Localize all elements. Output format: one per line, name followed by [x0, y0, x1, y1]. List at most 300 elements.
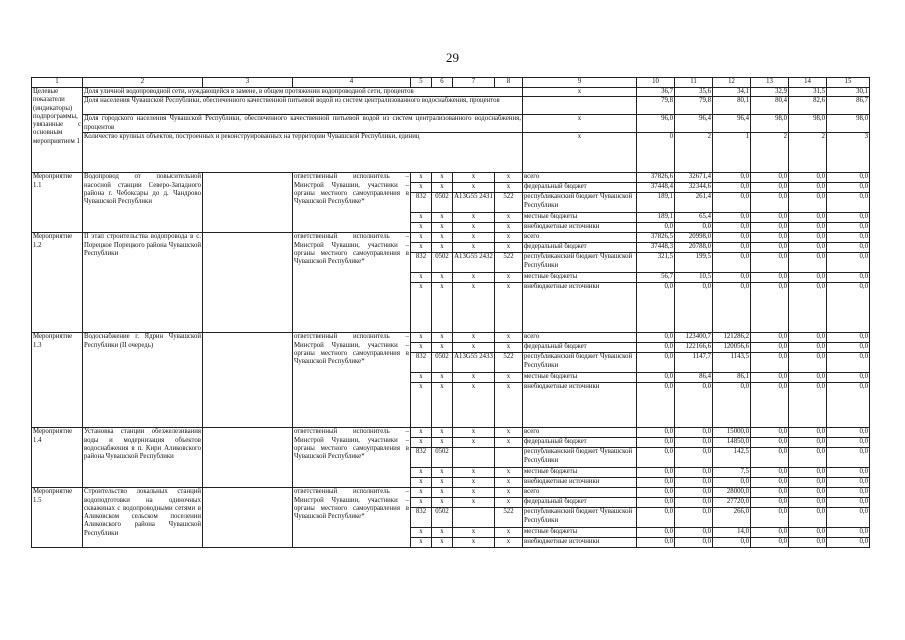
funding-value: 65,4	[675, 213, 713, 223]
funding-value: 0,0	[675, 498, 713, 508]
section-code: x	[432, 343, 453, 353]
funding-value: 0,0	[751, 383, 789, 428]
funding-value: 0,0	[789, 508, 827, 528]
grbs-code: x	[411, 383, 432, 428]
expense-type-code: x	[495, 223, 523, 233]
funding-source: внебюджетные источники	[523, 478, 637, 488]
funding-value: 0,0	[751, 193, 789, 213]
funding-value: 0,0	[751, 253, 789, 273]
expense-type-code: x	[495, 438, 523, 448]
funding-value: 0,0	[637, 223, 675, 233]
section-code: x	[432, 333, 453, 343]
expense-type-code: 522	[495, 253, 523, 273]
column-number: 10	[637, 78, 675, 88]
expense-type-code: x	[495, 183, 523, 193]
funding-value: 27720,0	[713, 498, 751, 508]
funding-value: 0,0	[713, 223, 751, 233]
target-article-code: x	[453, 478, 495, 488]
funding-value: 0,0	[637, 478, 675, 488]
funding-value: 37448,4	[637, 183, 675, 193]
target-article-code	[453, 508, 495, 528]
funding-value: 0,0	[789, 223, 827, 233]
funding-value: 0,0	[751, 468, 789, 478]
column-number: 2	[83, 78, 203, 88]
indicator-value: 79,8	[675, 97, 713, 115]
funding-value: 266,0	[713, 508, 751, 528]
funding-value: 0,0	[827, 478, 870, 488]
funding-value: 0,0	[713, 273, 751, 283]
grbs-code: x	[411, 538, 432, 548]
funding-value: 1147,7	[675, 353, 713, 373]
measure-name: Водопровод от повысительной насосной станции Северо-Западного района г. Чебоксары до д. Чандрово Чувашской Республики	[83, 173, 203, 233]
target-article-code: x	[453, 468, 495, 478]
indicator-value: 2	[789, 133, 827, 173]
funding-value: 0,0	[637, 528, 675, 538]
indicator-row	[32, 97, 870, 115]
funding-value: 0,0	[827, 223, 870, 233]
indicator-value: 96,0	[637, 115, 675, 133]
grbs-code: x	[411, 373, 432, 383]
expense-type-code: x	[495, 383, 523, 428]
funding-value: 0,0	[751, 438, 789, 448]
expense-type-code: x	[495, 243, 523, 253]
funding-value: 0,0	[789, 478, 827, 488]
funding-value: 0,0	[675, 478, 713, 488]
indicator-value: 80,1	[713, 97, 751, 115]
section-code: x	[432, 283, 453, 333]
funding-value: 0,0	[637, 343, 675, 353]
indicator-row	[32, 115, 870, 133]
funding-source: внебюджетные источники	[523, 223, 637, 233]
funding-value: 0,0	[827, 183, 870, 193]
funding-value: 0,0	[713, 383, 751, 428]
target-article-code: x	[453, 383, 495, 428]
funding-value: 20788,0	[675, 243, 713, 253]
section-code: x	[432, 478, 453, 488]
page-number: 29	[446, 50, 459, 65]
funding-value: 0,0	[675, 383, 713, 428]
expense-type-code: x	[495, 343, 523, 353]
funding-value: 0,0	[827, 528, 870, 538]
funding-value: 0,0	[751, 498, 789, 508]
section-code: x	[432, 183, 453, 193]
measure-empty	[203, 333, 293, 428]
funding-value: 0,0	[789, 233, 827, 243]
funding-source: федеральный бюджет	[523, 438, 637, 448]
funding-value: 0,0	[827, 233, 870, 243]
funding-value: 0,0	[789, 183, 827, 193]
section-code: x	[432, 273, 453, 283]
funding-value: 199,5	[675, 253, 713, 273]
funding-value: 0,0	[637, 488, 675, 498]
funding-value: 120056,6	[713, 343, 751, 353]
column-number: 1	[32, 78, 83, 88]
target-article-code: x	[453, 173, 495, 183]
indicators-label: Целевые показатели (индикаторы) подпрограммы, увязанные с основным мероприятием 1	[32, 88, 83, 173]
expense-type-code: 522	[495, 353, 523, 373]
funding-value: 0,0	[827, 448, 870, 468]
indicator-name: Доля уличной водопроводной сети, нуждающейся в замене, в общем протяжении водопроводной сети, процентов	[83, 88, 523, 97]
funding-value: 1143,5	[713, 353, 751, 373]
indicator-value: 79,8	[637, 97, 675, 115]
funding-value: 0,0	[675, 223, 713, 233]
funding-value: 142,5	[713, 448, 751, 468]
funding-value: 32344,6	[675, 183, 713, 193]
funding-value: 0,0	[713, 173, 751, 183]
funding-value: 0,0	[751, 448, 789, 468]
funding-value: 0,0	[675, 438, 713, 448]
measure-empty	[203, 488, 293, 548]
measure-executor: ответственный исполнитель – Минстрой Чувашии, участники – органы местного самоуправления в Чувашской Республике*	[293, 233, 411, 333]
target-article-code: x	[453, 428, 495, 438]
funding-value: 32671,4	[675, 173, 713, 183]
grbs-code: x	[411, 273, 432, 283]
grbs-code: 832	[411, 448, 432, 468]
measure-label: Мероприятие 1.1	[32, 173, 83, 233]
funding-value: 123400,7	[675, 333, 713, 343]
indicator-source	[523, 97, 637, 115]
indicator-value: 2	[675, 133, 713, 173]
expense-type-code: x	[495, 498, 523, 508]
funding-value: 0,0	[675, 428, 713, 438]
funding-value: 0,0	[789, 528, 827, 538]
funding-source: местные бюджеты	[523, 528, 637, 538]
measure-label: Мероприятие 1.3	[32, 333, 83, 428]
indicator-value: 36,7	[637, 88, 675, 97]
funding-value: 0,0	[751, 173, 789, 183]
indicator-value: 32,9	[751, 88, 789, 97]
funding-value: 0,0	[751, 273, 789, 283]
indicator-value: 30,1	[827, 88, 870, 97]
target-article-code: A13G55 2433	[453, 353, 495, 373]
funding-source: внебюджетные источники	[523, 283, 637, 333]
funding-value: 0,0	[751, 528, 789, 538]
section-code: x	[432, 428, 453, 438]
expense-type-code: x	[495, 283, 523, 333]
grbs-code: x	[411, 468, 432, 478]
column-number: 13	[751, 78, 789, 88]
funding-source: всего	[523, 333, 637, 343]
funding-value: 0,0	[827, 353, 870, 373]
expense-type-code: x	[495, 468, 523, 478]
target-article-code: x	[453, 273, 495, 283]
funding-value: 7,5	[713, 468, 751, 478]
grbs-code: x	[411, 223, 432, 233]
funding-value: 0,0	[713, 193, 751, 213]
funding-value: 0,0	[789, 438, 827, 448]
funding-value: 0,0	[827, 173, 870, 183]
measure-executor: ответственный исполнитель – Минстрой Чувашии, участники – органы местного самоуправления в Чувашской Республике*	[293, 488, 411, 548]
expense-type-code: x	[495, 538, 523, 548]
target-article-code: x	[453, 233, 495, 243]
funding-value: 0,0	[827, 508, 870, 528]
grbs-code: x	[411, 213, 432, 223]
funding-value: 0,0	[789, 428, 827, 438]
funding-value: 0,0	[675, 528, 713, 538]
funding-value: 0,0	[789, 283, 827, 333]
section-code: x	[432, 383, 453, 428]
grbs-code: x	[411, 183, 432, 193]
funding-value: 10,5	[675, 273, 713, 283]
grbs-code: 832	[411, 353, 432, 373]
funding-value: 0,0	[789, 273, 827, 283]
section-code: x	[432, 538, 453, 548]
funding-value: 0,0	[827, 488, 870, 498]
funding-row	[32, 488, 870, 498]
funding-row	[32, 333, 870, 343]
funding-value: 0,0	[713, 243, 751, 253]
funding-value: 189,1	[637, 193, 675, 213]
section-code: 0502	[432, 353, 453, 373]
target-article-code: x	[453, 343, 495, 353]
indicator-value: 96,4	[713, 115, 751, 133]
funding-value: 0,0	[637, 333, 675, 343]
section-code: x	[432, 173, 453, 183]
indicator-value: 86,7	[827, 97, 870, 115]
target-article-code: x	[453, 498, 495, 508]
indicator-value: 2	[751, 133, 789, 173]
funding-row	[32, 233, 870, 243]
funding-source: республиканский бюджет Чувашской Республики	[523, 253, 637, 273]
funding-value: 0,0	[637, 468, 675, 478]
funding-value: 0,0	[751, 508, 789, 528]
section-code: x	[432, 498, 453, 508]
measure-empty	[203, 428, 293, 488]
indicator-value: 82,6	[789, 97, 827, 115]
expense-type-code: x	[495, 173, 523, 183]
section-code: 0502	[432, 253, 453, 273]
target-article-code: x	[453, 538, 495, 548]
section-code: 0502	[432, 508, 453, 528]
funding-value: 56,7	[637, 273, 675, 283]
funding-value: 0,0	[713, 253, 751, 273]
column-number: 15	[827, 78, 870, 88]
target-article-code: x	[453, 333, 495, 343]
measure-name: II этап строительства водопровода в с. Порецкое Порецкого района Чувашской Республики	[83, 233, 203, 333]
measure-executor: ответственный исполнитель – Минстрой Чувашии, участники – органы местного самоуправления в Чувашской Республике*	[293, 173, 411, 233]
expense-type-code: x	[495, 273, 523, 283]
target-article-code: x	[453, 528, 495, 538]
funding-value: 261,4	[675, 193, 713, 213]
indicator-value: 1	[713, 133, 751, 173]
funding-value: 0,0	[789, 448, 827, 468]
column-number-row	[32, 78, 870, 88]
grbs-code: x	[411, 233, 432, 243]
program-table	[31, 77, 870, 548]
funding-value: 0,0	[713, 538, 751, 548]
funding-source: федеральный бюджет	[523, 243, 637, 253]
indicator-row	[32, 133, 870, 173]
indicator-value: 98,0	[789, 115, 827, 133]
funding-value: 0,0	[675, 508, 713, 528]
funding-value: 0,0	[675, 538, 713, 548]
grbs-code: x	[411, 428, 432, 438]
funding-value: 0,0	[675, 448, 713, 468]
measure-label: Мероприятие 1.2	[32, 233, 83, 333]
funding-value: 0,0	[789, 243, 827, 253]
funding-value: 0,0	[789, 173, 827, 183]
target-article-code: x	[453, 213, 495, 223]
funding-value: 0,0	[827, 343, 870, 353]
indicator-value: 3	[827, 133, 870, 173]
funding-value: 0,0	[827, 193, 870, 213]
funding-value: 0,0	[751, 183, 789, 193]
target-article-code: x	[453, 438, 495, 448]
funding-value: 37826,6	[637, 173, 675, 183]
grbs-code: x	[411, 528, 432, 538]
funding-value: 0,0	[827, 273, 870, 283]
indicator-value: 31,5	[789, 88, 827, 97]
grbs-code: x	[411, 333, 432, 343]
target-article-code: x	[453, 243, 495, 253]
funding-value: 0,0	[713, 478, 751, 488]
section-code: x	[432, 233, 453, 243]
column-number: 14	[789, 78, 827, 88]
grbs-code: x	[411, 478, 432, 488]
grbs-code: x	[411, 498, 432, 508]
funding-value: 0,0	[637, 428, 675, 438]
target-article-code: A13G55 2431	[453, 193, 495, 213]
grbs-code: x	[411, 243, 432, 253]
column-number: 3	[203, 78, 293, 88]
funding-value: 0,0	[789, 333, 827, 343]
funding-source: внебюджетные источники	[523, 383, 637, 428]
target-article-code: x	[453, 223, 495, 233]
indicator-source: x	[523, 133, 637, 173]
funding-value: 0,0	[751, 353, 789, 373]
indicator-value: 34,1	[713, 88, 751, 97]
funding-value: 121286,2	[713, 333, 751, 343]
funding-value: 0,0	[751, 478, 789, 488]
target-article-code: A13G55 2432	[453, 253, 495, 273]
funding-value: 0,0	[751, 428, 789, 438]
funding-value: 0,0	[827, 213, 870, 223]
funding-value: 0,0	[637, 508, 675, 528]
funding-value: 0,0	[827, 253, 870, 273]
indicator-source: x	[523, 88, 637, 97]
funding-source: республиканский бюджет Чувашской Республики	[523, 193, 637, 213]
grbs-code: x	[411, 438, 432, 448]
measure-empty	[203, 233, 293, 333]
expense-type-code	[495, 448, 523, 468]
funding-source: федеральный бюджет	[523, 183, 637, 193]
funding-value: 0,0	[827, 283, 870, 333]
funding-source: местные бюджеты	[523, 468, 637, 478]
funding-value: 0,0	[713, 213, 751, 223]
funding-value: 0,0	[827, 428, 870, 438]
measure-name: Установка станции обезжелезивания воды и модернизация объектов водоснабжения в п. Кири Аликовского района Чувашской Республики	[83, 428, 203, 488]
funding-value: 0,0	[827, 498, 870, 508]
funding-value: 0,0	[713, 283, 751, 333]
expense-type-code: x	[495, 528, 523, 538]
expense-type-code: x	[495, 478, 523, 488]
funding-source: местные бюджеты	[523, 213, 637, 223]
funding-value: 0,0	[827, 438, 870, 448]
grbs-code: x	[411, 283, 432, 333]
indicator-value: 96,4	[675, 115, 713, 133]
column-number: 6	[432, 78, 453, 88]
funding-value: 0,0	[675, 468, 713, 478]
section-code: x	[432, 468, 453, 478]
expense-type-code: x	[495, 428, 523, 438]
funding-source: всего	[523, 233, 637, 243]
funding-value: 0,0	[789, 383, 827, 428]
funding-value: 0,0	[751, 333, 789, 343]
funding-value: 189,1	[637, 213, 675, 223]
indicator-value: 98,0	[827, 115, 870, 133]
section-code: x	[432, 373, 453, 383]
grbs-code: x	[411, 488, 432, 498]
target-article-code: x	[453, 183, 495, 193]
funding-source: республиканский бюджет Чувашской Республики	[523, 353, 637, 373]
funding-value: 86,1	[713, 373, 751, 383]
funding-value: 0,0	[637, 353, 675, 373]
indicator-name: Доля городского населения Чувашской Республики, обеспеченного качественной питьевой водой из систем централизованного водоснабжения, процентов	[83, 115, 523, 133]
funding-value: 0,0	[789, 538, 827, 548]
funding-value: 0,0	[713, 183, 751, 193]
funding-value: 0,0	[637, 283, 675, 333]
funding-value: 122166,6	[675, 343, 713, 353]
funding-value: 28000,0	[713, 488, 751, 498]
funding-value: 0,0	[789, 253, 827, 273]
funding-value: 0,0	[789, 373, 827, 383]
indicator-row	[32, 88, 870, 97]
funding-value: 0,0	[713, 233, 751, 243]
section-code: x	[432, 213, 453, 223]
indicator-name: Количество крупных объектов, построенных и реконструированных на территории Чувашской Республики, единиц	[83, 133, 523, 173]
funding-value: 0,0	[827, 383, 870, 428]
funding-value: 20998,0	[675, 233, 713, 243]
section-code: x	[432, 528, 453, 538]
grbs-code: 832	[411, 193, 432, 213]
funding-value: 0,0	[827, 243, 870, 253]
section-code: x	[432, 223, 453, 233]
funding-value: 0,0	[637, 438, 675, 448]
funding-source: местные бюджеты	[523, 273, 637, 283]
funding-value: 0,0	[675, 488, 713, 498]
section-code: x	[432, 243, 453, 253]
funding-value: 0,0	[827, 373, 870, 383]
funding-value: 15000,0	[713, 428, 751, 438]
funding-value: 0,0	[751, 223, 789, 233]
indicator-source: x	[523, 115, 637, 133]
expense-type-code: x	[495, 333, 523, 343]
funding-source: федеральный бюджет	[523, 498, 637, 508]
funding-value: 0,0	[789, 488, 827, 498]
funding-value: 321,5	[637, 253, 675, 273]
column-number: 4	[293, 78, 411, 88]
funding-value: 37826,5	[637, 233, 675, 243]
funding-value: 0,0	[751, 233, 789, 243]
expense-type-code: 522	[495, 508, 523, 528]
funding-source: всего	[523, 488, 637, 498]
funding-source: федеральный бюджет	[523, 343, 637, 353]
grbs-code: 832	[411, 253, 432, 273]
funding-value: 0,0	[751, 488, 789, 498]
funding-value: 0,0	[751, 243, 789, 253]
funding-value: 0,0	[827, 468, 870, 478]
funding-value: 0,0	[789, 193, 827, 213]
target-article-code	[453, 448, 495, 468]
funding-value: 0,0	[751, 343, 789, 353]
column-number: 9	[523, 78, 637, 88]
section-code: x	[432, 488, 453, 498]
section-code: x	[432, 438, 453, 448]
funding-value: 0,0	[637, 373, 675, 383]
funding-value: 37448,3	[637, 243, 675, 253]
funding-source: республиканский бюджет Чувашской Республики	[523, 508, 637, 528]
funding-value: 0,0	[789, 498, 827, 508]
